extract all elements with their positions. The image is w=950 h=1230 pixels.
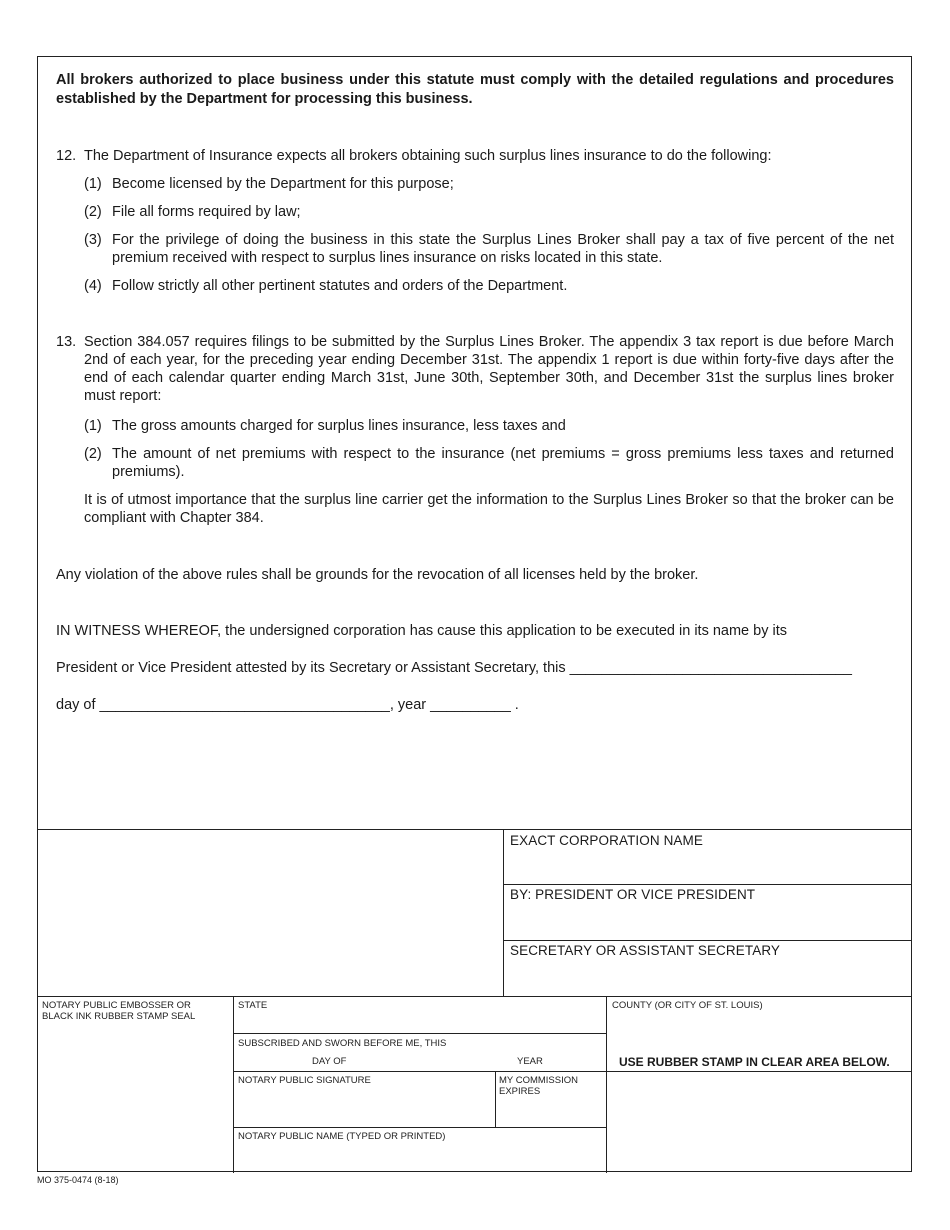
item-text: Become licensed by the Department for this purpose; [112,176,454,192]
divider [233,996,234,1173]
subscribed-label: SUBSCRIBED AND SWORN BEFORE ME, THIS [238,1038,447,1049]
item-label: (2) [84,204,102,220]
section-12-lead: The Department of Insurance expects all brokers obtaining such surplus lines insurance to do the following: [84,148,772,164]
divider [233,1071,911,1072]
president-signature-field[interactable]: BY: PRESIDENT OR VICE PRESIDENT [510,887,756,902]
divider [495,1071,496,1127]
form-id: MO 375-0474 (8-18) [37,1175,119,1185]
section-13-number: 13. [56,334,77,350]
section-13-item [84,417,894,435]
section-13-lead: Section 384.057 requires filings to be submitted by the Surplus Lines Broker. The appendix 3 tax report is due before March 2nd of each year, for the preceding year ending December 31st. The appendix 1 report is due within forty-five days after the end of each calendar quarter ending March 31st, June 30th, September 30th, and December 31st the surplus lines broker must report: [84,334,894,404]
item-text: Follow strictly all other pertinent statutes and orders of the Department. [112,278,568,294]
form-frame [37,56,912,1172]
item-label: (2) [84,446,102,462]
state-field[interactable]: STATE [238,1000,268,1011]
witness-line-1: IN WITNESS WHEREOF, the undersigned corporation has cause this application to be executed in its name by its [56,623,787,639]
section-12-item [84,203,894,221]
divider [503,829,504,996]
divider [38,829,911,830]
day-of-field[interactable]: DAY OF [312,1056,347,1067]
divider [233,1127,606,1128]
divider [503,940,911,941]
witness-line-2[interactable]: President or Vice President attested by its Secretary or Assistant Secretary, this ___________________________________ [56,660,852,676]
item-text: For the privilege of doing the business in this state the Surplus Lines Broker shall pay a tax of five percent of the net premium received with respect to surplus lines insurance on risks located in this state. [112,232,894,266]
section-12-item [84,231,894,267]
divider [233,1033,606,1034]
notary-seal-label: NOTARY PUBLIC EMBOSSER OR BLACK INK RUBBER STAMP SEAL [42,1000,196,1022]
divider [503,884,911,885]
item-text: File all forms required by law; [112,204,301,220]
secretary-signature-field[interactable]: SECRETARY OR ASSISTANT SECRETARY [510,943,781,958]
notary-name-field[interactable]: NOTARY PUBLIC NAME (TYPED OR PRINTED) [238,1131,446,1142]
item-label: (1) [84,418,102,434]
divider [38,996,911,997]
witness-line-3[interactable]: day of ____________________________________, year __________ . [56,697,519,713]
item-label: (1) [84,176,102,192]
item-text: The gross amounts charged for surplus lines insurance, less taxes and [112,418,566,434]
section-12-item [84,277,894,295]
notary-signature-field[interactable]: NOTARY PUBLIC SIGNATURE [238,1075,371,1086]
section-12-number: 12. [56,148,77,164]
item-label: (3) [84,232,102,248]
county-field[interactable]: COUNTY (OR CITY OF ST. LOUIS) [612,1000,763,1011]
commission-expires-field[interactable]: MY COMMISSION EXPIRES [499,1075,578,1097]
rubber-stamp-note: USE RUBBER STAMP IN CLEAR AREA BELOW. [619,1055,890,1069]
item-text: The amount of net premiums with respect to the insurance (net premiums = gross premiums less taxes and returned premiums). [112,446,894,480]
violation-statement: Any violation of the above rules shall be grounds for the revocation of all licenses held by the broker. [56,567,699,583]
divider [606,996,607,1173]
section-13-item [84,445,894,481]
year-field[interactable]: YEAR [517,1056,543,1067]
intro-notice: All brokers authorized to place business under this statute must comply with the detailed regulations and procedures established by the Department for processing this business. [56,72,894,107]
item-label: (4) [84,278,102,294]
section-13-note: It is of utmost importance that the surplus line carrier get the information to the Surplus Lines Broker so that the broker can be compliant with Chapter 384. [84,492,894,526]
section-12-item [84,175,894,193]
corp-name-field[interactable]: EXACT CORPORATION NAME [510,833,703,848]
